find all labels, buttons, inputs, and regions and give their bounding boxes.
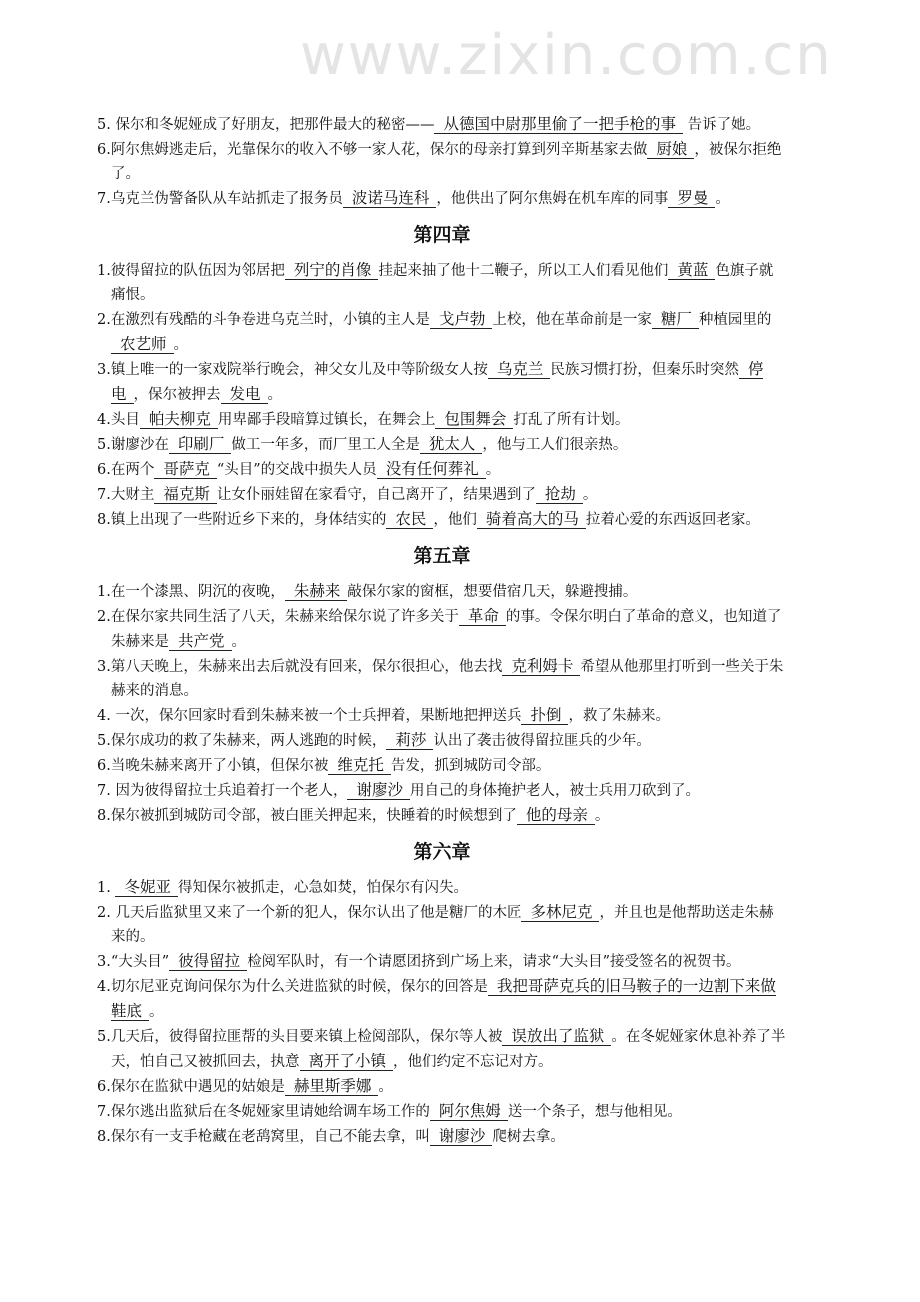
- answer-blank: 阿尔焦姆: [430, 1102, 508, 1121]
- answer-blank: 克利姆卡: [502, 657, 580, 676]
- answer-blank: 戈卢勃: [430, 310, 493, 329]
- watermark: www.zixin.com.cn: [300, 23, 833, 88]
- question-item: [97, 258, 787, 307]
- question-text: 做工一年多，而厂里工人全是: [231, 437, 420, 453]
- question-item: [97, 357, 787, 407]
- question-text: 敲保尔家的窗框，想要借宿几天，躲避搜捕。: [347, 584, 638, 600]
- question-item: [97, 457, 787, 482]
- question-text: 3.第八天晚上，朱赫来出去后就没有回来，保尔很担心，他去找: [97, 659, 503, 675]
- document-page: [97, 112, 787, 1149]
- question-text: 7.保尔逃出监狱后在冬妮娅家里请她给调车场工作的: [97, 1104, 430, 1120]
- answer-blank: 谢廖沙: [347, 781, 410, 800]
- question-text: 5. 保尔和冬妮娅成了好朋友，把那件最大的秘密——: [97, 117, 435, 133]
- question-text: ，被保尔拒绝了。: [111, 142, 782, 182]
- question-text: 民族习惯打扮，但秦乐时突然: [550, 362, 739, 378]
- question-text: 1.在一个漆黑、阴沉的夜晚，: [97, 584, 285, 600]
- question-text: ，他供出了阿尔焦姆在机车库的同事: [436, 191, 669, 207]
- question-text: ，救了朱赫来。: [568, 708, 670, 724]
- question-text: 拉着心爱的东西返回老家。: [585, 512, 760, 528]
- answer-blank: 农民: [386, 510, 433, 529]
- answer-blank: 扑倒: [521, 706, 568, 725]
- question-item: [97, 1124, 787, 1149]
- question-text: 5.谢廖沙在: [97, 437, 169, 453]
- question-text: “头目”的交战中损失人员: [216, 462, 377, 478]
- question-item: [97, 307, 787, 357]
- question-text: ，保尔被押去: [133, 387, 221, 403]
- answer-blank: 谢廖沙: [430, 1127, 493, 1146]
- question-item: [97, 407, 787, 432]
- question-text: 3.镇上唯一的一家戏院举行晚会，神父女儿及中等阶级女人按: [97, 362, 488, 378]
- question-item: [97, 579, 787, 604]
- answer-blank: 糖厂: [652, 310, 699, 329]
- question-text: 。: [267, 387, 283, 403]
- question-item: [97, 112, 787, 137]
- answer-blank: 列宁的肖像: [285, 261, 379, 280]
- question-item: [97, 432, 787, 457]
- question-item: [97, 1099, 787, 1124]
- answer-blank: 骑着高大的马: [477, 510, 586, 529]
- answer-blank: 冬妮亚: [115, 878, 178, 897]
- question-text: 。: [594, 808, 610, 824]
- question-text: 色旗子就痛恨。: [111, 263, 774, 303]
- answer-blank: 抢劫: [536, 485, 583, 504]
- question-text: 2.在激烈有残酷的斗争卷进乌克兰时，小镇的主人是: [97, 312, 430, 328]
- question-text: 8.保尔被抓到城防司令部，被白匪关押起来，快睡着的时候想到了: [97, 808, 517, 824]
- answer-blank: 共产党: [169, 632, 232, 651]
- answer-blank: 赫里斯季娜: [285, 1077, 379, 1096]
- answer-blank: 多林尼克: [521, 903, 599, 922]
- question-item: [97, 703, 787, 728]
- chapter-section: [97, 541, 787, 828]
- question-text: 7.乌克兰伪警备队从车站抓走了报务员: [97, 191, 343, 207]
- chapter-heading: 第五章: [413, 545, 471, 567]
- question-text: 用卑鄙手段暗算过镇长，在舞会上: [217, 412, 436, 428]
- question-item: [97, 654, 787, 703]
- answer-blank: 停电: [111, 360, 764, 403]
- question-item: [97, 507, 787, 532]
- question-text: ，他与工人们很亲热。: [482, 437, 628, 453]
- question-text: 得知保尔被抓走，心急如焚，怕保尔有闪失。: [177, 880, 468, 896]
- question-item: [97, 604, 787, 654]
- answer-blank: 发电: [221, 385, 268, 404]
- question-text: 。: [149, 1004, 164, 1020]
- question-text: 检阅军队时，有一个请愿团挤到广场上来，请求“大头目”接受签名的祝贺书。: [247, 954, 741, 970]
- answer-blank: 朱赫来: [285, 582, 348, 601]
- question-text: 5.几天后，彼得留拉匪帮的头目要来镇上检阅部队，保尔等人被: [97, 1029, 503, 1045]
- answer-blank: 误放出了监狱: [502, 1027, 611, 1046]
- answer-blank: 农艺师: [111, 335, 174, 354]
- question-text: 。: [715, 191, 730, 207]
- answer-blank: 罗曼: [668, 189, 715, 208]
- question-text: 4.头目: [97, 412, 140, 428]
- question-text: 上校，他在革命前是一家: [492, 312, 652, 328]
- question-text: 。: [378, 1079, 393, 1095]
- answer-blank: 印刷厂: [169, 435, 232, 454]
- question-text: 6.在两个: [97, 462, 155, 478]
- answer-blank: 没有任何葬礼: [377, 460, 486, 479]
- question-item: [97, 803, 787, 828]
- question-text: 4. 一次，保尔回家时看到朱赫来被一个士兵押着，果断地把押送兵: [97, 708, 522, 724]
- question-text: 。在冬妮娅家休息补养了半天，怕自己又被抓回去，执意: [111, 1029, 786, 1070]
- question-item: [97, 778, 787, 803]
- question-item: [97, 728, 787, 753]
- question-text: 种植园里的: [698, 312, 772, 328]
- question-text: 认出了袭击彼得留拉匪兵的少年。: [433, 733, 651, 749]
- question-text: 希望从他那里打听到一些关于朱赫来的消息。: [111, 659, 784, 699]
- question-text: 1.彼得留拉的队伍因为邻居把: [97, 263, 285, 279]
- question-text: 。: [231, 634, 247, 650]
- answer-blank: 彼得留拉: [169, 952, 247, 971]
- question-text: 告诉了她。: [682, 117, 761, 133]
- question-text: ，他们约定不忘记对方。: [393, 1054, 553, 1070]
- question-text: 2.在保尔家共同生活了八天，朱赫来给保尔说了许多关于: [97, 609, 459, 625]
- question-text: 5.保尔成功的救了朱赫来，两人逃跑的时候，: [97, 733, 387, 749]
- question-text: ，他们: [433, 512, 477, 528]
- question-item: [97, 1024, 787, 1074]
- answer-blank: 我把哥萨克兵的旧马鞍子的一边割下来做鞋底: [111, 977, 776, 1020]
- answer-blank: 包围舞会: [435, 410, 513, 429]
- question-item: [97, 875, 787, 900]
- answer-blank: 维克托: [328, 756, 391, 775]
- question-text: 。: [582, 487, 598, 503]
- answer-blank: 犹太人: [420, 435, 483, 454]
- question-text: 8.镇上出现了一些附近乡下来的，身体结实的: [97, 512, 387, 528]
- chapter-section: [97, 220, 787, 532]
- question-text: 的事。令保尔明白了革命的意义，也知道了朱赫来是: [111, 609, 782, 650]
- question-text: 1.: [97, 880, 116, 896]
- question-text: 送一个条子，想与他相见。: [507, 1104, 682, 1120]
- answer-blank: 福克斯: [154, 485, 217, 504]
- question-text: 6.保尔在监狱中遇见的姑娘是: [97, 1079, 285, 1095]
- answer-blank: 哥萨克: [154, 460, 217, 479]
- question-text: 打乱了所有计划。: [513, 412, 630, 428]
- answer-blank: 波诺马连科: [343, 189, 437, 208]
- question-item: [97, 1074, 787, 1099]
- question-text: 挂起来抽了他十二鞭子，所以工人们看见他们: [378, 263, 669, 279]
- question-text: 6.当晚朱赫来离开了小镇，但保尔被: [97, 758, 329, 774]
- question-text: 6.阿尔焦姆逃走后，光靠保尔的收入不够一家人花，保尔的母亲打算到列辛斯基家去做: [97, 142, 648, 158]
- answer-blank: 离开了小镇: [300, 1052, 394, 1071]
- answer-blank: 莉莎: [386, 731, 433, 750]
- question-text: 4.切尔尼亚克询问保尔为什么关进监狱的时候，保尔的回答是: [97, 979, 488, 995]
- answer-blank: 黄蓝: [668, 261, 715, 280]
- question-text: 爬树去拿。: [492, 1129, 565, 1145]
- answer-blank: 革命: [459, 607, 506, 626]
- question-text: 2. 几天后监狱里又来了一个新的犯人，保尔认出了他是糖厂的木匠: [97, 905, 522, 921]
- answer-blank: 乌克兰: [488, 360, 551, 379]
- answer-blank: 厨娘: [647, 140, 694, 159]
- question-item: [97, 137, 787, 186]
- question-item: [97, 949, 787, 974]
- chapter-section: [97, 112, 787, 211]
- answer-blank: 他的母亲: [517, 806, 595, 825]
- question-item: [97, 974, 787, 1024]
- question-text: 3.“大头目”: [97, 954, 170, 970]
- question-item: [97, 753, 787, 778]
- question-text: 告发，抓到城防司令部。: [390, 758, 551, 774]
- question-text: 7.大财主: [97, 487, 155, 503]
- question-text: 让女仆丽娃留在家看守，自己离开了，结果遇到了: [216, 487, 536, 503]
- question-text: 8.保尔有一支手枪藏在老鸹窝里，自己不能去拿，叫: [97, 1129, 430, 1145]
- chapter-heading: 第四章: [413, 224, 471, 246]
- question-text: 。: [485, 462, 501, 478]
- answer-blank: 帕夫柳克: [140, 410, 218, 429]
- question-item: [97, 186, 787, 211]
- question-text: 7. 因为彼得留拉士兵追着打一个老人，: [97, 783, 348, 799]
- chapter-section: [97, 837, 787, 1149]
- question-item: [97, 900, 787, 949]
- question-text: ，并且也是他帮助送走朱赫来的。: [111, 905, 774, 945]
- chapter-heading: 第六章: [413, 841, 471, 863]
- question-text: 。: [173, 337, 189, 353]
- answer-blank: 从德国中尉那里偷了一把手枪的事: [434, 115, 683, 134]
- question-text: 用自己的身体掩护老人，被士兵用刀砍到了。: [409, 783, 700, 799]
- question-item: [97, 482, 787, 507]
